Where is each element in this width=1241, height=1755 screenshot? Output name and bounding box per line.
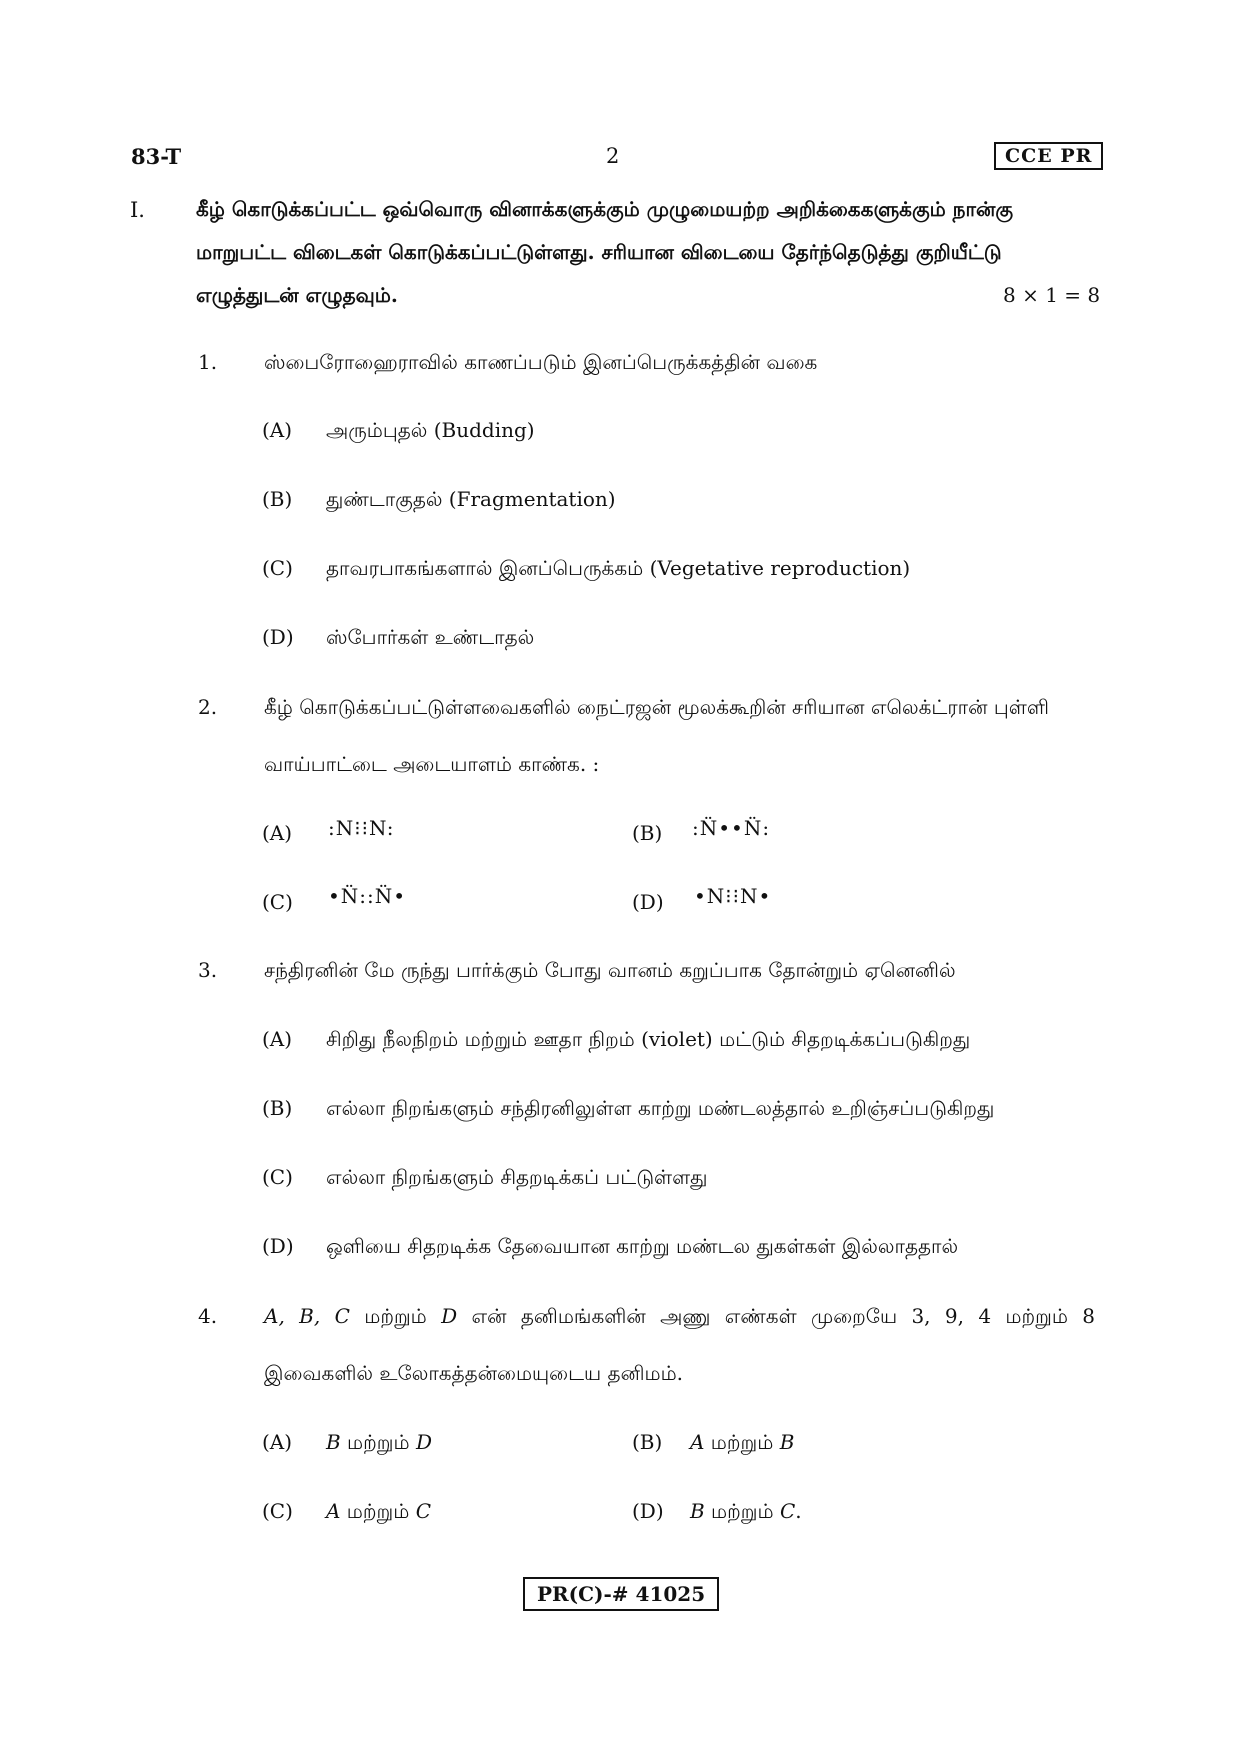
option-label: (B) <box>262 1096 293 1120</box>
option-label: (C) <box>262 1165 293 1189</box>
paper-code: 83-T <box>131 144 182 169</box>
option-text: அரும்புதல் (Budding) <box>326 418 535 442</box>
option-text: B மற்றும் D <box>326 1430 432 1454</box>
option-text: A மற்றும் C <box>326 1499 431 1523</box>
question-number: 3. <box>198 958 218 982</box>
option-label: (B) <box>632 821 663 845</box>
option-text: A மற்றும் B <box>690 1430 795 1454</box>
option-text: எல்லா நிறங்களும் சிதறடிக்கப் பட்டுள்ளது <box>326 1165 708 1189</box>
option-text: B மற்றும் C. <box>690 1499 802 1523</box>
option-label: (C) <box>262 1499 293 1523</box>
option-label: (B) <box>632 1430 663 1454</box>
option-label: (C) <box>262 890 293 914</box>
instruction-line-3: எழுத்துடன் எழுதவும். <box>196 283 398 307</box>
option-text: ஒளியை சிதறடிக்க தேவையான காற்று மண்டல துகள்கள் இல்லாததால் <box>326 1234 959 1258</box>
lewis-formula: •N⁝⁝N• <box>694 884 772 908</box>
question-number: 2. <box>198 695 218 719</box>
instruction-line-2: மாறுபட்ட விடைகள் கொடுக்கப்பட்டுள்ளது. சரியான விடையை தேர்ந்தெடுத்து குறியீட்டு <box>196 240 1002 264</box>
boxed-code: CCE PR <box>994 142 1103 170</box>
option-text: எல்லா நிறங்களும் சந்திரனிலுள்ள காற்று மண்டலத்தால் உறிஞ்சப்படுகிறது <box>326 1096 995 1120</box>
question-text-line-1: கீழ் கொடுக்கப்பட்டுள்ளவைகளில் நைட்ரஜன் மூலக்கூறின் சரியான எலெக்ட்ரான் புள்ளி <box>264 695 1049 719</box>
option-label: (D) <box>632 1499 664 1523</box>
option-label: (A) <box>262 418 293 442</box>
option-label: (A) <box>262 1430 293 1454</box>
option-text: துண்டாகுதல் (Fragmentation) <box>326 487 616 511</box>
section-number: I. <box>130 198 145 222</box>
footer-code: PR(C)-# 41025 <box>523 1577 719 1611</box>
question-text: ஸ்பைரோஹைராவில் காணப்படும் இனப்பெருக்கத்தின் வகை <box>264 350 818 374</box>
lewis-formula: •N̈::N̈• <box>328 884 407 908</box>
question-text-line-2: வாய்பாட்டை அடையாளம் காண்க. : <box>264 752 600 776</box>
option-text: ஸ்போர்கள் உண்டாதல் <box>326 625 535 649</box>
marks-allocation: 8 × 1 = 8 <box>1003 283 1101 307</box>
option-text: தாவரபாகங்களால் இனப்பெருக்கம் (Vegetative reproduction) <box>326 556 911 580</box>
option-label: (D) <box>262 1234 294 1258</box>
instruction-line-1: கீழ் கொடுக்கப்பட்ட ஒவ்வொரு வினாக்களுக்கும் முழுமையற்ற அறிக்கைகளுக்கும் நான்கு <box>196 197 1014 221</box>
lewis-formula: :N̈••N̈: <box>692 816 771 840</box>
option-text: சிறிது நீலநிறம் மற்றும் ஊதா நிறம் (violet) மட்டும் சிதறடிக்கப்படுகிறது <box>326 1027 971 1051</box>
question-text-line-1: A, B, C மற்றும் D என் தனிமங்களின் அணு எண்கள் முறையே 3, 9, 4 மற்றும் 8 <box>264 1304 1096 1328</box>
question-text: சந்திரனின் மே ருந்து பார்க்கும் போது வானம் கறுப்பாக தோன்றும் ஏனெனில் <box>264 958 956 982</box>
option-label: (B) <box>262 487 293 511</box>
question-number: 1. <box>198 350 218 374</box>
element-variables: A, B, C <box>264 1304 350 1328</box>
option-label: (C) <box>262 556 293 580</box>
option-label: (A) <box>262 1027 293 1051</box>
lewis-formula: :N⁝⁝N: <box>328 816 395 840</box>
question-text-line-2: இவைகளில் உலோகத்தன்மையுடைய தனிமம். <box>264 1361 684 1385</box>
option-label: (D) <box>632 890 664 914</box>
option-label: (D) <box>262 625 294 649</box>
question-number: 4. <box>198 1304 218 1328</box>
page-number: 2 <box>606 144 620 168</box>
option-label: (A) <box>262 821 293 845</box>
